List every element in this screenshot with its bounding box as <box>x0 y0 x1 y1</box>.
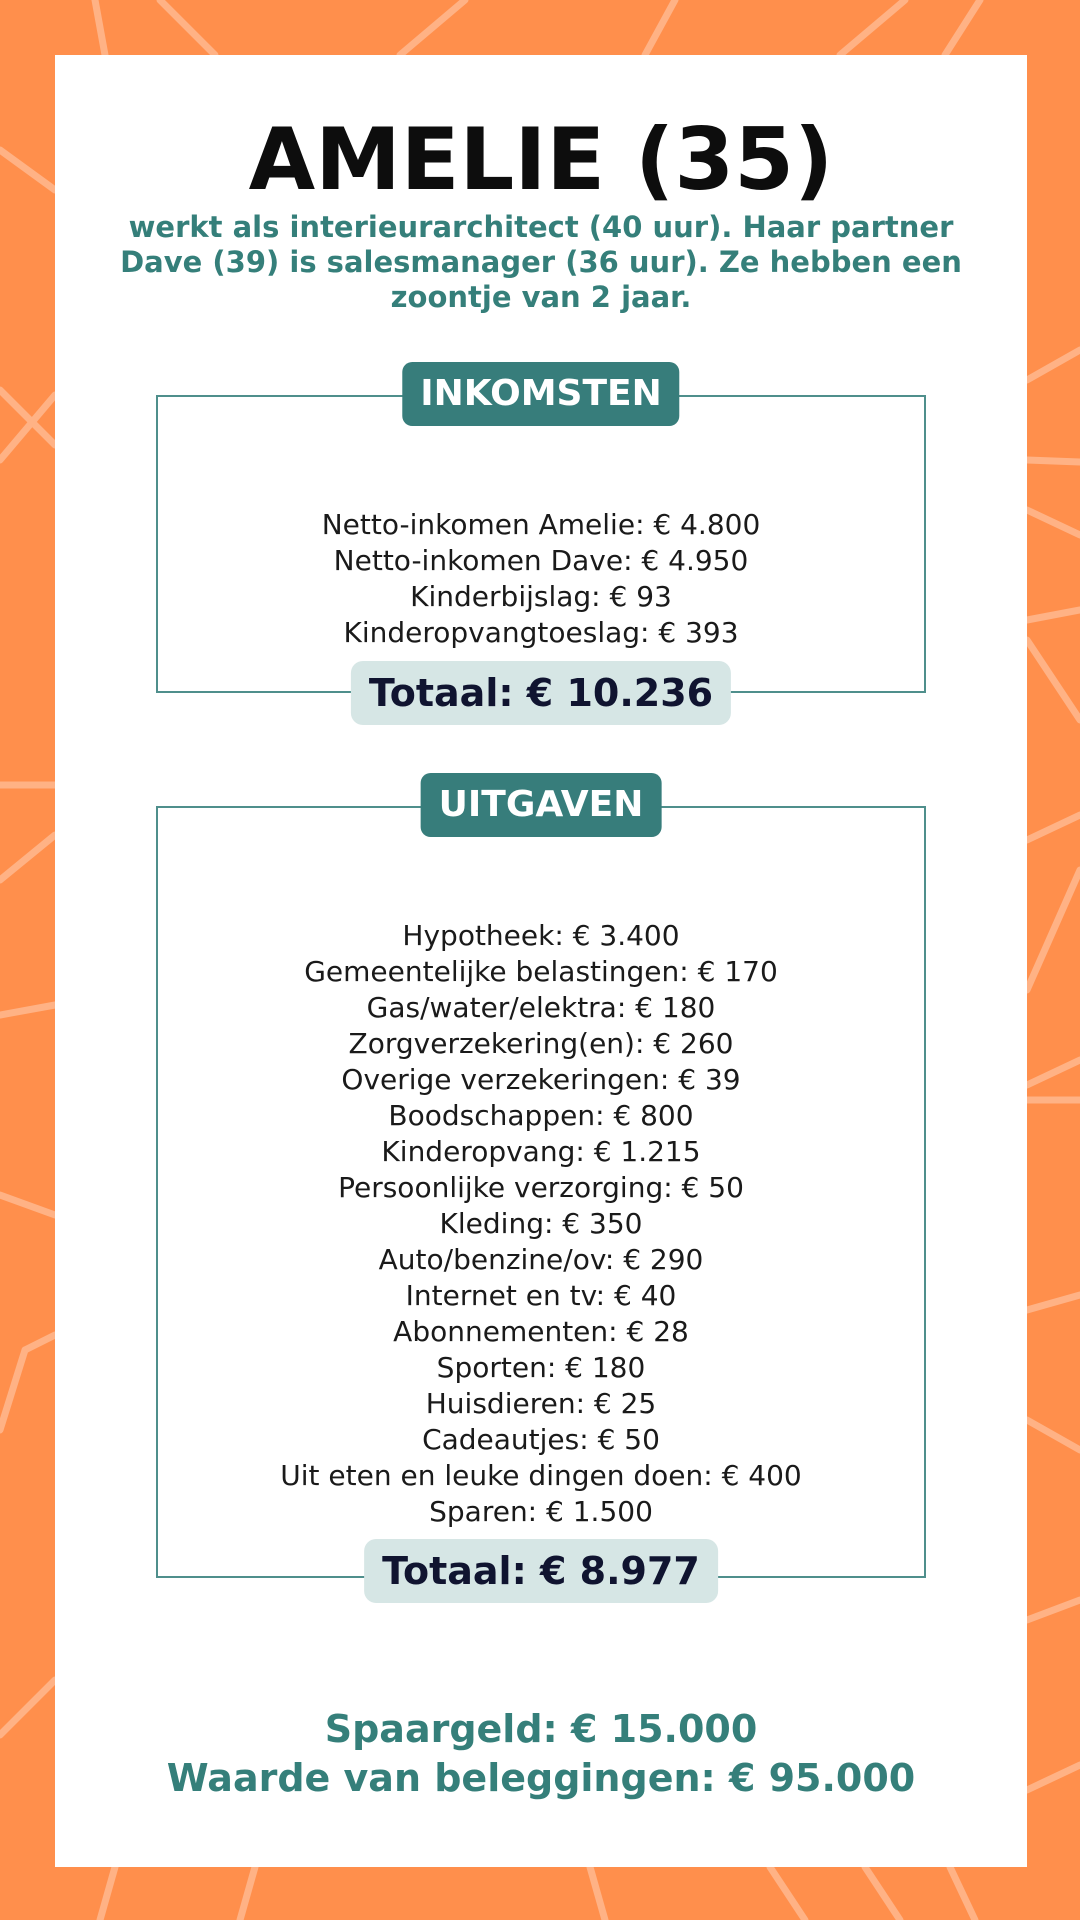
expense-item: Persoonlijke verzorging: € 50 <box>338 1171 744 1204</box>
expense-item: Huisdieren: € 25 <box>425 1387 657 1420</box>
income-item: Netto-inkomen Dave: € 4.950 <box>333 544 749 577</box>
expense-item: Auto/benzine/ov: € 290 <box>378 1243 704 1276</box>
income-total: Totaal: € 10.236 <box>351 661 731 725</box>
expense-item: Abonnementen: € 28 <box>393 1315 689 1348</box>
expense-item: Cadeautjes: € 50 <box>422 1423 660 1456</box>
expense-item: Hypotheek: € 3.400 <box>402 919 680 952</box>
expenses-heading: UITGAVEN <box>421 773 662 837</box>
income-item: Kinderbijslag: € 93 <box>410 580 672 613</box>
expense-item: Uit eten en leuke dingen doen: € 400 <box>280 1459 802 1492</box>
expense-item: Gas/water/elektra: € 180 <box>366 991 716 1024</box>
income-item: Kinderopvangtoeslag: € 393 <box>343 616 739 649</box>
expense-item: Overige verzekeringen: € 39 <box>341 1063 741 1096</box>
page-title: AMELIE (35) <box>248 110 834 210</box>
expense-item: Boodschappen: € 800 <box>388 1099 694 1132</box>
investments-summary: Waarde van beleggingen: € 95.000 <box>166 1756 916 1800</box>
expense-item: Sporten: € 180 <box>436 1351 646 1384</box>
savings-summary: Spaargeld: € 15.000 <box>324 1707 758 1751</box>
expense-item: Kleding: € 350 <box>439 1207 643 1240</box>
income-list <box>156 507 926 651</box>
expenses-list <box>156 918 926 1530</box>
expense-item: Kinderopvang: € 1.215 <box>381 1135 701 1168</box>
expense-item: Zorgverzekering(en): € 260 <box>348 1027 734 1060</box>
income-item: Netto-inkomen Amelie: € 4.800 <box>321 508 761 541</box>
expense-item: Sparen: € 1.500 <box>429 1495 653 1528</box>
expenses-total: Totaal: € 8.977 <box>364 1539 718 1603</box>
profile-description: werkt als interieurarchitect (40 uur). Haar partner Dave (39) is salesmanager (36 uur). Ze hebben een zoontje van 2 jaar. <box>120 210 962 314</box>
expense-item: Internet en tv: € 40 <box>405 1279 677 1312</box>
expense-item: Gemeentelijke belastingen: € 170 <box>304 955 778 988</box>
income-heading: INKOMSTEN <box>402 362 679 426</box>
budget-card <box>55 55 1027 1867</box>
